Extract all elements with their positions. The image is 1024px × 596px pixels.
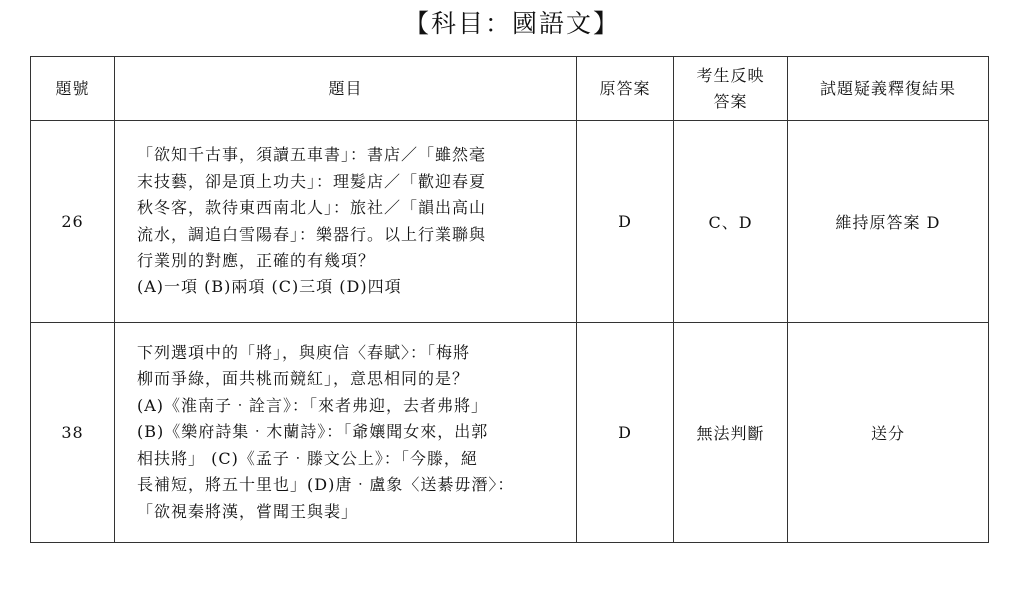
- question-number: 38: [31, 323, 115, 543]
- review-result: 送分: [788, 323, 989, 543]
- question-line: 末技藝，卻是頂上功夫」：理髮店／「歡迎春夏: [137, 171, 487, 191]
- question-line: 長補短，將五十里也」(D)唐‧盧象〈送綦毋潛〉：: [137, 475, 515, 495]
- examinee-answer: C、D: [674, 121, 788, 323]
- question-text: [115, 121, 577, 323]
- header-result: 試題疑義釋復結果: [788, 57, 989, 121]
- original-answer: D: [577, 323, 674, 543]
- header-number: 題號: [31, 57, 115, 121]
- header-original-answer: 原答案: [577, 57, 674, 121]
- question-number: 26: [31, 121, 115, 323]
- question-line: 「欲視秦將漢，嘗聞王與裴」: [137, 501, 359, 521]
- question-line: 柳而爭綠，面共桃而競紅」，意思相同的是？: [137, 369, 470, 389]
- page-title: 【科目：國語文】: [403, 9, 620, 38]
- question-line: 流水，調追白雪陽春」：樂器行。以上行業聯與: [137, 224, 487, 244]
- question-text: [115, 323, 577, 543]
- header-question: 題目: [115, 57, 577, 121]
- question-line: (B)《樂府詩集‧木蘭詩》：「爺孃聞女來，出郭: [137, 422, 489, 442]
- question-line: (A)《淮南子‧詮言》：「來者弗迎，去者弗將」: [137, 395, 489, 415]
- table-row: [31, 121, 989, 323]
- header-examinee-answer: [674, 57, 788, 121]
- question-line: 秋冬客，款待東西南北人」：旅社／「韻出高山: [137, 198, 487, 218]
- examinee-answer: 無法判斷: [674, 323, 788, 543]
- table-row: [31, 323, 989, 543]
- original-answer: D: [577, 121, 674, 323]
- question-line: 「欲知千古事，須讀五車書」：書店／「雖然毫: [137, 145, 487, 165]
- question-line: 下列選項中的「將」，與庾信〈春賦〉：「梅將: [137, 343, 471, 363]
- results-table: [30, 56, 989, 543]
- question-options: (A)一項 (B)兩項 (C)三項 (D)四項: [137, 277, 402, 297]
- header-examinee-answer-line1: 考生反映: [696, 65, 765, 85]
- question-line: 行業別的對應，正確的有幾項？: [137, 250, 376, 270]
- review-result: 維持原答案 D: [788, 121, 989, 323]
- header-examinee-answer-line2: 答案: [713, 91, 748, 111]
- question-line: 相扶將」 (C)《孟子‧滕文公上》：「今滕，絕: [137, 448, 478, 468]
- table-header-row: [31, 57, 989, 121]
